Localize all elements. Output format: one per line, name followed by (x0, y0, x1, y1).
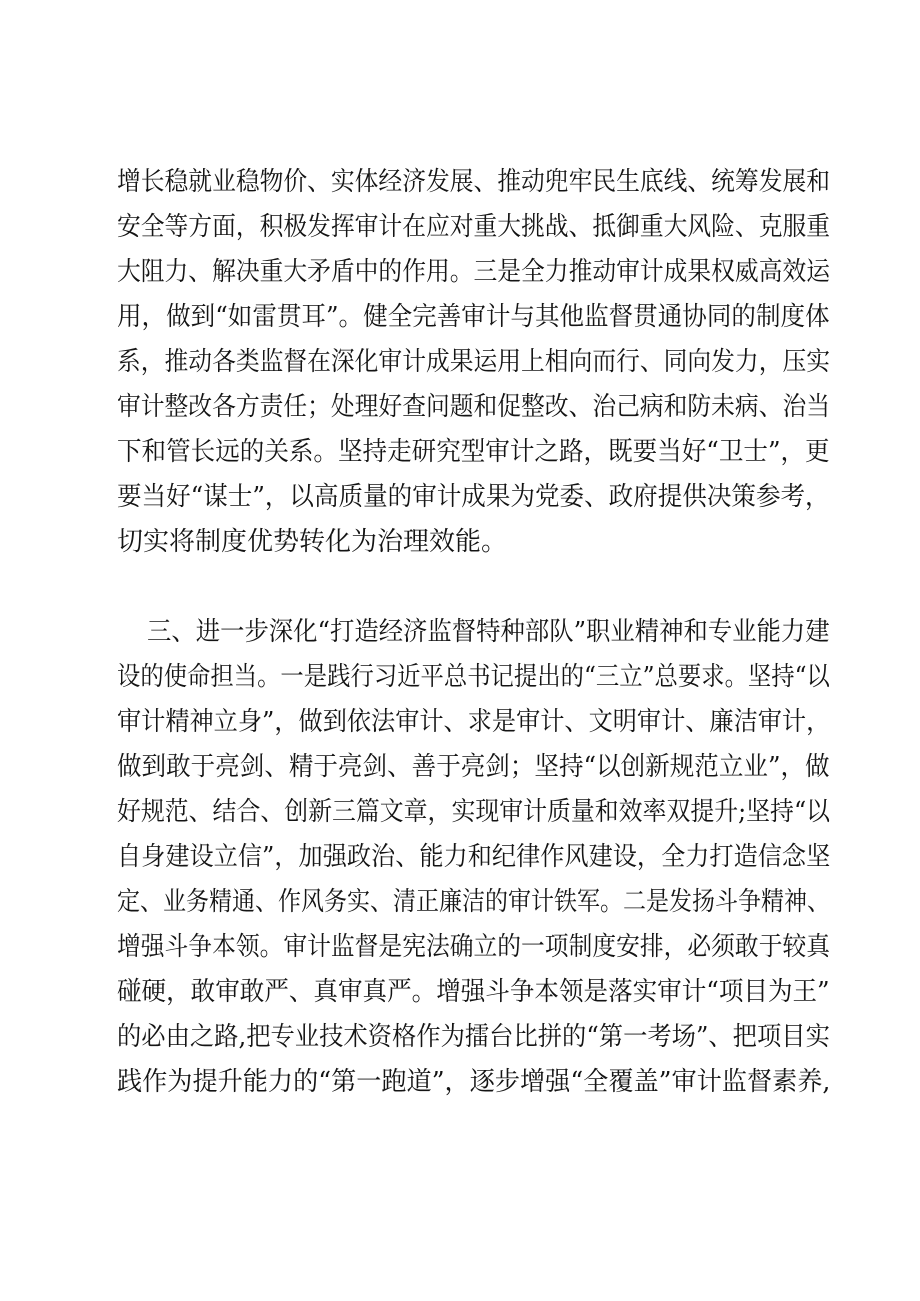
text-line: 好规范、结合、创新三篇文章，实现审计质量和效率双提升;坚持“以 (117, 797, 831, 827)
text-line: 增强斗争本领。审计监督是宪法确立的一项制度安排，必须敢于较真 (117, 932, 831, 962)
text-line: 安全等方面，积极发挥审计在应对重大挑战、抵御重大风险、克服重 (117, 212, 831, 242)
text-line: 增长稳就业稳物价、实体经济发展、推动兜牢民生底线、统筹发展和 (117, 167, 831, 197)
text-line: 碰硬，敢审敢严、真审真严。增强斗争本领是落实审计“项目为王” (117, 977, 830, 1007)
text-line: 要当好“谋士”，以高质量的审计成果为党委、政府提供决策参考， (117, 482, 830, 512)
paragraph-first-line: 三、进一步深化“打造经济监督特种部队”职业精神和专业能力建 (147, 617, 830, 647)
text-line: 系，推动各类监督在深化审计成果运用上相向而行、同向发力，压实 (117, 347, 831, 377)
text-line: 的必由之路,把专业技术资格作为擂台比拼的“第一考场”、把项目实 (117, 1022, 830, 1052)
text-line: 切实将制度优势转化为治理效能。 (117, 527, 508, 557)
text-line: 践作为提升能力的“第一跑道”，逐步增强“全覆盖”审计监督素养, (117, 1067, 831, 1097)
text-line: 做到敢于亮剑、精于亮剑、善于亮剑；坚持“以创新规范立业”，做 (117, 752, 830, 782)
text-line: 大阻力、解决重大矛盾中的作用。三是全力推动审计成果权威高效运 (117, 257, 831, 287)
text-line: 用，做到“如雷贯耳”。健全完善审计与其他监督贯通协同的制度体 (117, 302, 830, 332)
text-line: 设的使命担当。一是践行习近平总书记提出的“三立”总要求。坚持“以 (117, 662, 830, 692)
text-line: 审计精神立身”，做到依法审计、求是审计、文明审计、廉洁审计， (117, 707, 831, 737)
text-line: 审计整改各方责任；处理好查问题和促整改、治己病和防未病、治当 (117, 392, 831, 422)
text-line: 自身建设立信”，加强政治、能力和纪律作风建设，全力打造信念坚 (117, 842, 831, 872)
text-line: 下和管长远的关系。坚持走研究型审计之路，既要当好“卫士”，更 (117, 437, 830, 467)
text-line: 定、业务精通、作风务实、清正廉洁的审计铁军。二是发扬斗争精神、 (117, 887, 831, 917)
